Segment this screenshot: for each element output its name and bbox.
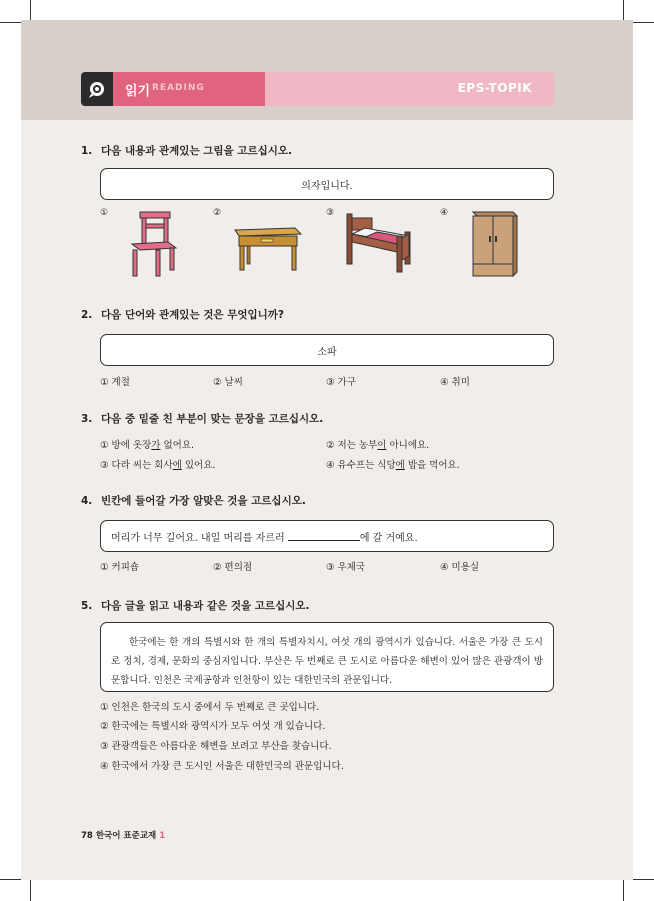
option-mark[interactable]: ① (100, 208, 109, 218)
answer-option[interactable]: ④ 유수프는 식당에 밥을 먹어요. (326, 460, 460, 471)
answer-option[interactable]: ③ 다라 씨는 회사에 있어요. (100, 460, 216, 471)
q4-box (100, 520, 554, 552)
question-prompt: 다음 단어와 관계있는 것은 무엇입니까? (101, 309, 285, 321)
question-prompt: 빈칸에 들어갈 가장 알맞은 것을 고르십시오. (101, 495, 306, 507)
question-number: 2. (81, 309, 93, 321)
crop-mark (632, 22, 654, 23)
question-prompt: 다음 글을 읽고 내용과 같은 것을 고르십시오. (101, 600, 310, 612)
q1-box-text: 의자입니다. (301, 181, 353, 192)
question-1 (81, 143, 292, 158)
answer-option[interactable]: ④ 한국에서 가장 큰 도시인 서울은 대한민국의 관문입니다. (100, 761, 344, 772)
q1-box (100, 168, 554, 200)
question-number: 3. (81, 413, 93, 425)
wardrobe-icon[interactable] (469, 210, 519, 278)
section-subtitle: READING (152, 83, 205, 93)
q2-box-text: 소파 (317, 347, 337, 358)
answer-option[interactable]: ① 커피숍 (100, 562, 140, 573)
q5-passage-box (100, 622, 554, 692)
question-4 (81, 493, 306, 508)
blank-line (288, 530, 360, 541)
book-volume: 1 (159, 831, 166, 841)
crop-mark (30, 0, 31, 22)
page-footer (81, 829, 165, 841)
answer-option[interactable]: ③ 관광객들은 아름다운 해변을 보려고 부산을 찾습니다. (100, 741, 332, 752)
table-icon[interactable] (233, 220, 303, 272)
question-number: 5. (81, 600, 93, 612)
option-mark[interactable]: ④ (440, 208, 449, 218)
crop-mark (623, 879, 624, 901)
answer-option[interactable]: ① 인천은 한국의 도시 중에서 두 번째로 큰 곳입니다. (100, 702, 320, 713)
answer-option[interactable]: ① 방에 옷장가 없어요. (100, 440, 195, 451)
crop-mark (30, 879, 31, 901)
answer-option[interactable]: ② 한국에는 특별시와 광역시가 모두 여섯 개 있습니다. (100, 721, 326, 732)
crop-mark (0, 22, 22, 23)
answer-option[interactable]: ④ 미용실 (440, 562, 480, 573)
chair-icon[interactable] (128, 210, 180, 278)
crop-mark (623, 0, 624, 22)
book-title: 한국어 표준교재 (95, 831, 157, 841)
crop-mark (632, 879, 654, 880)
answer-option[interactable]: ② 편의점 (213, 562, 253, 573)
brand-label: EPS-TOPIK (457, 81, 532, 95)
question-3 (81, 411, 323, 426)
option-mark[interactable]: ③ (326, 208, 335, 218)
answer-option[interactable]: ④ 취미 (440, 377, 470, 388)
page-number: 78 (81, 831, 93, 841)
answer-option[interactable]: ② 저는 농부이 아니에요. (326, 440, 430, 451)
question-2 (81, 307, 284, 322)
question-prompt: 다음 내용과 관계있는 그림을 고르십시오. (101, 145, 293, 157)
question-prompt: 다음 중 밑줄 친 부분이 맞는 문장을 고르십시오. (101, 413, 324, 425)
section-header (81, 72, 554, 106)
speech-bubble-icon (81, 72, 113, 106)
option-mark[interactable]: ② (213, 208, 222, 218)
answer-option[interactable]: ② 날씨 (213, 377, 243, 388)
crop-mark (0, 879, 22, 880)
section-title: 읽기 (125, 84, 151, 99)
answer-option[interactable]: ① 계절 (100, 377, 130, 388)
passage-text: 한국에는 한 개의 특별시와 한 개의 특별자치시, 여섯 개의 광역시가 있습니다. 서울은 가장 큰 도시로 정치, 경제, 문화의 중심지입니다. 부산은 두 번째로 큰 도시로 아름다운 해변이 있어 많은 관광객이 방문합니다. 인천은 국제공항과 인천항이 있는 대한민국의 관문입니다. (111, 637, 543, 686)
q4-sentence: 머리가 너무 길어요. 내일 머리를 자르러 에 갈 거예요. (111, 529, 418, 544)
question-5 (81, 598, 310, 613)
q2-box (100, 334, 554, 366)
question-number: 4. (81, 495, 93, 507)
answer-option[interactable]: ③ 가구 (326, 377, 356, 388)
bed-icon[interactable] (343, 212, 415, 276)
question-number: 1. (81, 145, 93, 157)
answer-option[interactable]: ③ 우체국 (326, 562, 366, 573)
